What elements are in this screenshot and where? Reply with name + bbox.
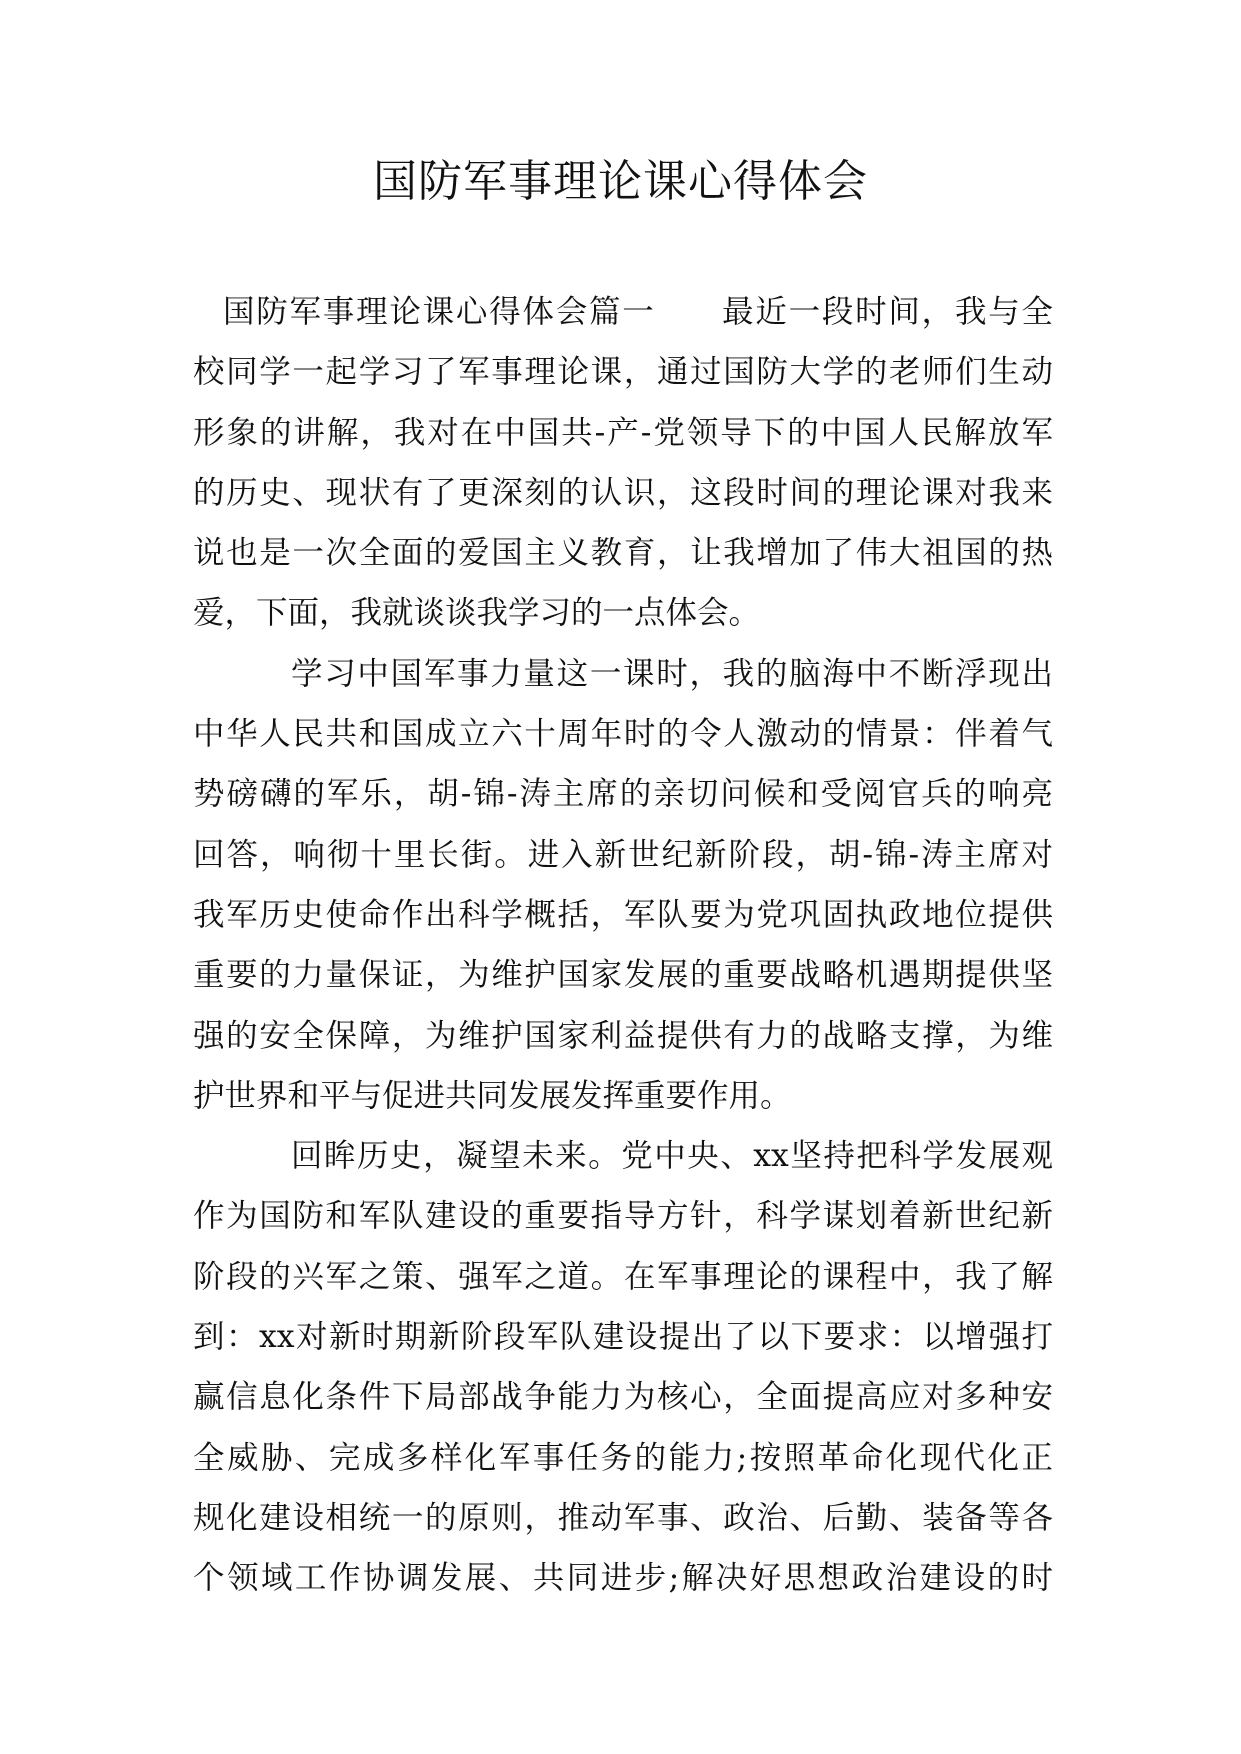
body-line: 校同学一起学习了军事理论课，通过国防大学的老师们生动 — [193, 354, 1053, 391]
body-line: 护世界和平与促进共同发展发挥重要作用。 — [193, 1077, 792, 1114]
body-line: 全威胁、完成多样化军事任务的能力;按照革命化现代化正 — [193, 1439, 1053, 1476]
body-line: 到：xx对新时期新阶段军队建设提出了以下要求：以增强打 — [193, 1319, 1053, 1356]
body-line: 作为国防和军队建设的重要指导方针，科学谋划着新世纪新 — [193, 1198, 1053, 1235]
body-line: 学习中国军事力量这一课时，我的脑海中不断浮现出 — [291, 655, 1053, 692]
body-line: 个领域工作协调发展、共同进步;解决好思想政治建设的时 — [193, 1560, 1053, 1597]
body-line: 规化建设相统一的原则，推动军事、政治、后勤、装备等各 — [193, 1499, 1053, 1536]
body-line: 形象的讲解，我对在中国共-产-党领导下的中国人民解放军 — [193, 414, 1053, 451]
body-line: 势磅礴的军乐，胡-锦-涛主席的亲切问候和受阅官兵的响亮 — [193, 776, 1053, 813]
body-line: 中华人民共和国成立六十周年时的令人激动的情景：伴着气 — [193, 716, 1053, 753]
body-line: 爱，下面，我就谈谈我学习的一点体会。 — [193, 595, 761, 632]
body-line: 阶段的兴军之策、强军之道。在军事理论的课程中，我了解 — [193, 1258, 1053, 1295]
body-line: 我军历史使命作出科学概括，军队要为党巩固执政地位提供 — [193, 896, 1053, 933]
body-line: 的历史、现状有了更深刻的认识，这段时间的理论课对我来 — [193, 474, 1053, 511]
document-body — [193, 282, 1053, 1609]
body-line: 国防军事理论课心得体会篇一 最近一段时间，我与全 — [223, 294, 1053, 330]
document-title: 国防军事理论课心得体会 — [373, 156, 868, 207]
body-line: 说也是一次全面的爱国主义教育，让我增加了伟大祖国的热 — [193, 535, 1053, 572]
body-line: 回眸历史，凝望未来。党中央、xx坚持把科学发展观 — [291, 1138, 1053, 1175]
body-line: 回答，响彻十里长街。进入新世纪新阶段，胡-锦-涛主席对 — [193, 836, 1053, 873]
body-line: 强的安全保障，为维护国家利益提供有力的战略支撑，为维 — [193, 1017, 1053, 1054]
body-line: 重要的力量保证，为维护国家发展的重要战略机遇期提供坚 — [193, 957, 1053, 994]
body-line: 赢信息化条件下局部战争能力为核心，全面提高应对多种安 — [193, 1379, 1053, 1416]
